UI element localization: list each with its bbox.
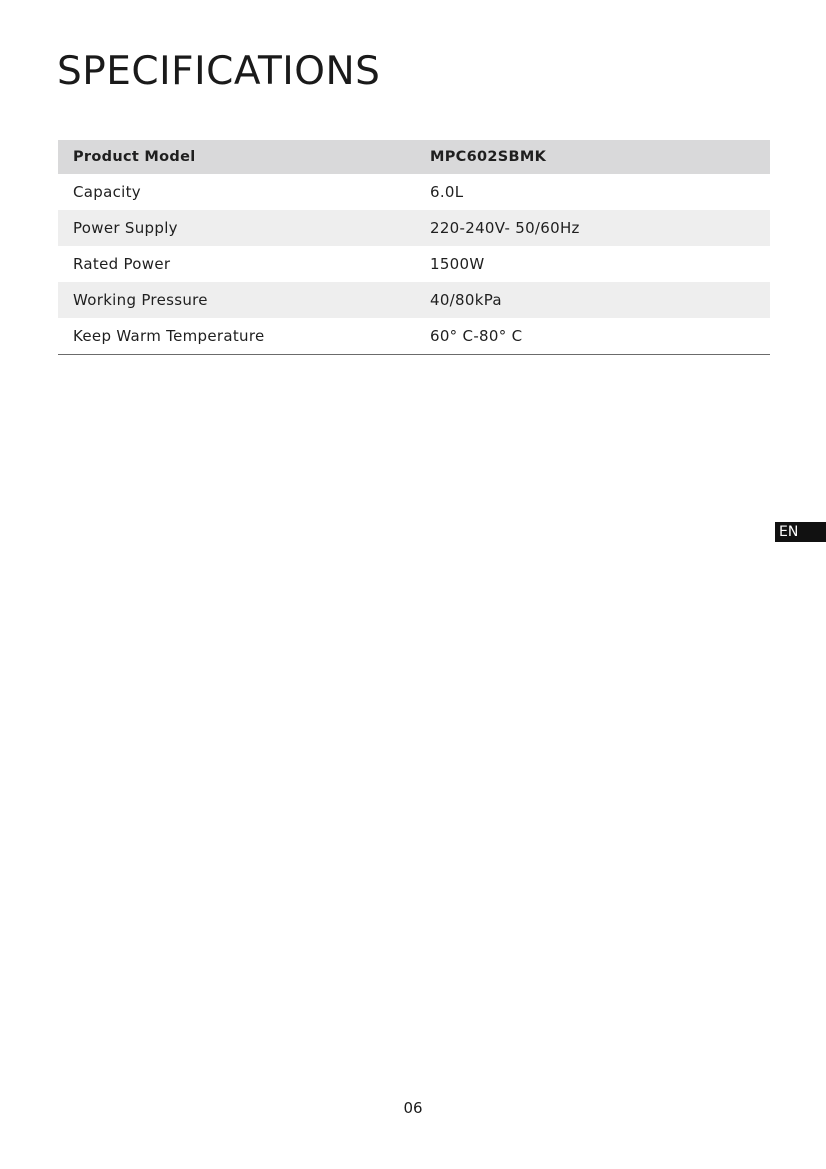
row-value: 60° C-80° C [430,327,523,345]
row-value: 1500W [430,255,485,273]
header-value: MPC602SBMK [415,140,770,174]
table-row [58,318,770,355]
page-title: SPECIFICATIONS [57,49,381,94]
table-header-row [58,140,770,174]
row-value: 40/80kPa [415,282,770,318]
header-label: Product Model [58,140,415,174]
table-row [58,246,770,282]
language-tab: EN [775,522,826,542]
row-label: Working Pressure [58,282,415,318]
row-value: 220-240V- 50/60Hz [415,210,770,246]
table-row [58,282,770,318]
row-label: Power Supply [58,210,415,246]
row-label: Rated Power [73,255,171,273]
row-label: Keep Warm Temperature [73,327,265,345]
table-row [58,174,770,210]
row-label: Capacity [73,183,141,201]
specifications-table [58,140,770,355]
row-value: 6.0L [430,183,464,201]
page-number: 06 [403,1099,423,1117]
table-row [58,210,770,246]
